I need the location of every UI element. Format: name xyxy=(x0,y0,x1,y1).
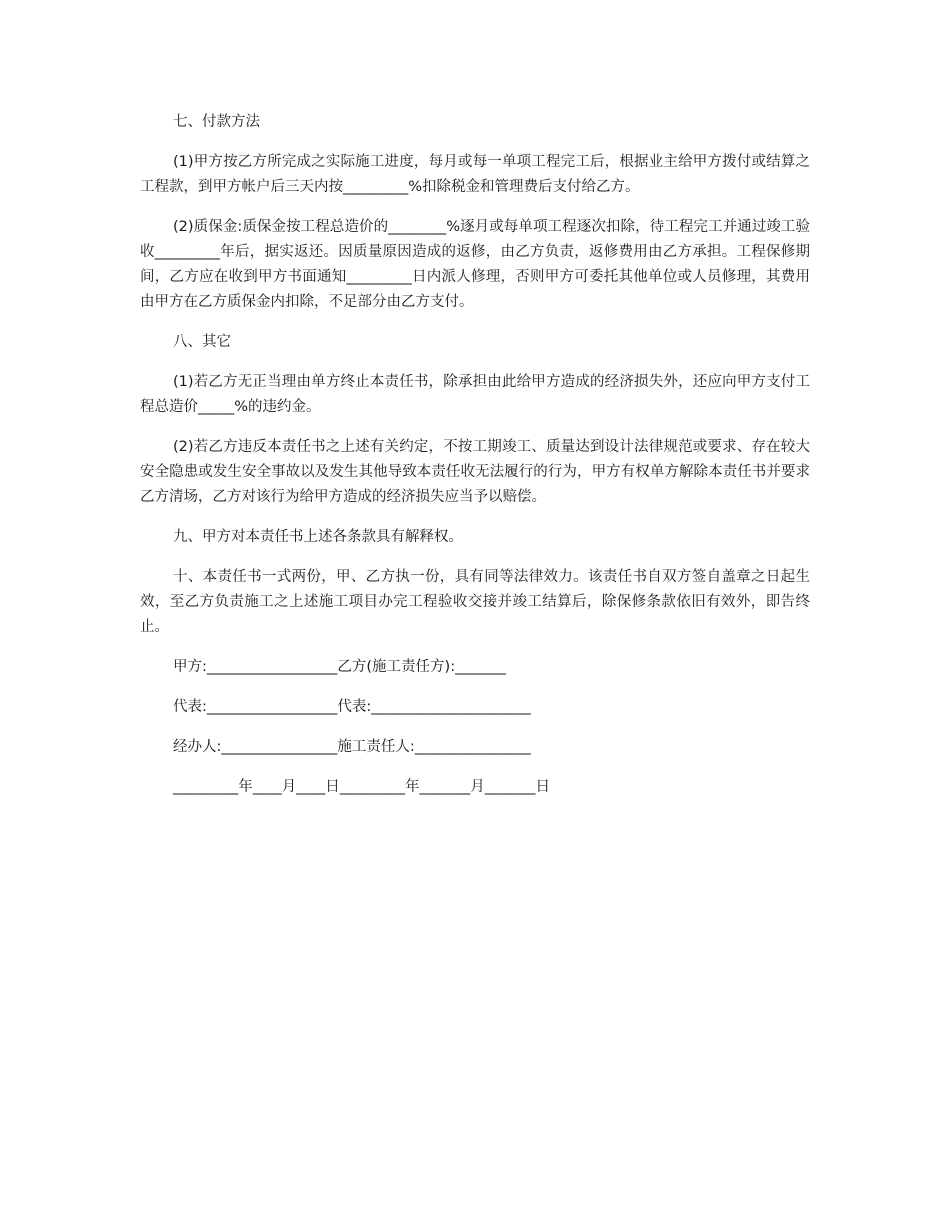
section-7-title: 七、付款方法 xyxy=(173,114,260,130)
section-9-paragraph: 九、甲方对本责任书上述各条款具有解释权。 xyxy=(173,529,463,545)
signature-line-dates: _________年____月____日_________年_______月_______日 xyxy=(173,779,550,795)
signature-line-handlers: 经办人:________________施工责任人:________________ xyxy=(173,739,531,755)
signature-block xyxy=(140,655,810,800)
section-8-title: 八、其它 xyxy=(173,334,231,350)
section-7-paragraph-1: (1)甲方按乙方所完成之实际施工进度，每月或每一单项工程完工后，根据业主给甲方拨付或结算之工程款，到甲方帐户后三天内按_________%扣除税金和管理费后支付给乙方。 xyxy=(140,154,810,195)
section-8-paragraph-1: (1)若乙方无正当理由单方终止本责任书，除承担由此给甲方造成的经济损失外，还应向甲方支付工程总造价_____%的违约金。 xyxy=(140,374,810,415)
contract-page xyxy=(140,110,810,815)
section-7-paragraph-2: (2)质保金:质保金按工程总造价的________%逐月或每单项工程逐次扣除，待工程完工并通过竣工验收_________年后，据实返还。因质量原因造成的返修，由乙方负责，返修费用由乙方承担。工程保修期间，乙方应在收到甲方书面通知_________日内派人修理，否则甲方可委托其他单位或人员修理，其费用由甲方在乙方质保金内扣除，不足部分由乙方支付。 xyxy=(140,219,810,310)
section-8-paragraph-2: (2)若乙方违反本责任书之上述有关约定，不按工期竣工、质量达到设计法律规范或要求、存在较大安全隐患或发生安全事故以及发生其他导致本责任收无法履行的行为，甲方有权单方解除本责任书并要求乙方清场，乙方对该行为给甲方造成的经济损失应当予以赔偿。 xyxy=(140,439,810,505)
section-10-paragraph: 十、本责任书一式两份，甲、乙方执一份，具有同等法律效力。该责任书自双方签自盖章之日起生效，至乙方负责施工之上述施工项目办完工程验收交接并竣工结算后，除保修条款依旧有效外，即告终止。 xyxy=(140,569,810,635)
signature-line-parties: 甲方:__________________乙方(施工责任方):_______ xyxy=(173,659,506,675)
signature-line-representatives: 代表:__________________代表:______________________ xyxy=(173,699,531,715)
